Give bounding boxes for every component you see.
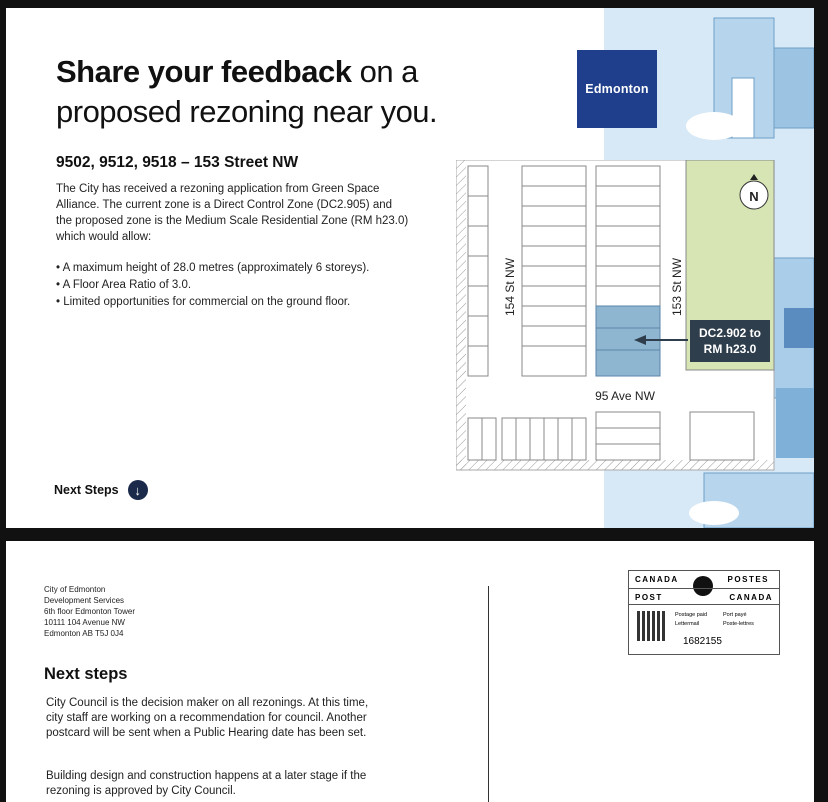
canada-post-logo-icon — [693, 576, 713, 596]
sender-line: City of Edmonton — [44, 585, 106, 594]
logo-text: Edmonton — [585, 82, 649, 96]
edmonton-logo — [577, 50, 657, 128]
postage-canada: CANADA — [635, 575, 679, 584]
postage-indicia — [628, 570, 780, 655]
street-label-153: 153 St NW — [670, 257, 684, 316]
sender-line: Edmonton AB T5J 0J4 — [44, 629, 124, 638]
list-item: • Limited opportunities for commercial on the ground floor. — [56, 294, 369, 311]
street-label-154: 154 St NW — [503, 257, 517, 316]
list-item: • A Floor Area Ratio of 3.0. — [56, 277, 369, 294]
sender-line: Development Services — [44, 596, 125, 605]
intro-text: The City has received a rezoning application from Green Space Alliance. The current zone is a Direct Control Zone (DC2.905) and the proposed zone is the Medium Scale Residential Zone (RM h23.0) which would allow: — [56, 183, 409, 243]
callout-line2: RM h23.0 — [703, 342, 757, 356]
address-divider — [488, 586, 489, 802]
headline-rest: on a proposed rezoning near you. — [56, 54, 438, 129]
map-edge-hatch — [456, 460, 774, 470]
qr-code-icon — [637, 611, 667, 641]
avenue-label: 95 Ave NW — [595, 389, 655, 403]
next-steps-heading: Next steps — [44, 665, 128, 683]
headline-bold: Share your feedback — [56, 54, 352, 89]
design-paragraph: Building design and construction happens at a later stage if the rezoning is approved by City Council. — [46, 770, 367, 797]
sender-line: 6th floor Edmonton Tower — [44, 607, 136, 616]
sender-address — [44, 584, 135, 639]
list-item: • A maximum height of 28.0 metres (approximately 6 storeys). — [56, 260, 369, 277]
site-address: 9502, 9512, 9518 – 153 Street NW — [56, 154, 299, 171]
postage-postes: POSTES — [727, 575, 769, 584]
site-map — [456, 160, 776, 472]
postcard-back — [6, 541, 814, 802]
postage-post: POST — [635, 593, 663, 602]
north-label: N — [749, 189, 759, 204]
allowances-list — [56, 260, 369, 311]
paid-en-line: Postage paid — [675, 612, 708, 618]
headline — [56, 52, 486, 132]
callout-line1: DC2.902 to — [698, 326, 762, 340]
next-steps-label: Next Steps — [54, 483, 119, 497]
postcard-front — [6, 8, 814, 528]
paid-en-line: Lettermail — [675, 621, 700, 627]
next-steps-link[interactable] — [54, 480, 148, 500]
paid-fr-line: Port payé — [723, 612, 747, 618]
postage-paid-en — [675, 611, 707, 629]
map-edge-hatch — [456, 160, 466, 470]
postage-number: 1682155 — [683, 636, 722, 647]
sender-line: 10111 104 Avenue NW — [44, 618, 125, 627]
arrow-down-icon: ↓ — [128, 480, 148, 500]
postage-paid-fr — [723, 611, 754, 629]
postage-canada-fr: CANADA — [729, 593, 773, 602]
paid-fr-line: Poste-lettres — [723, 621, 754, 627]
council-paragraph: City Council is the decision maker on all rezonings. At this time, city staff are working on a recommendation for council. Another postcard will be sent when a Public Hearing date has been set. — [46, 697, 369, 739]
